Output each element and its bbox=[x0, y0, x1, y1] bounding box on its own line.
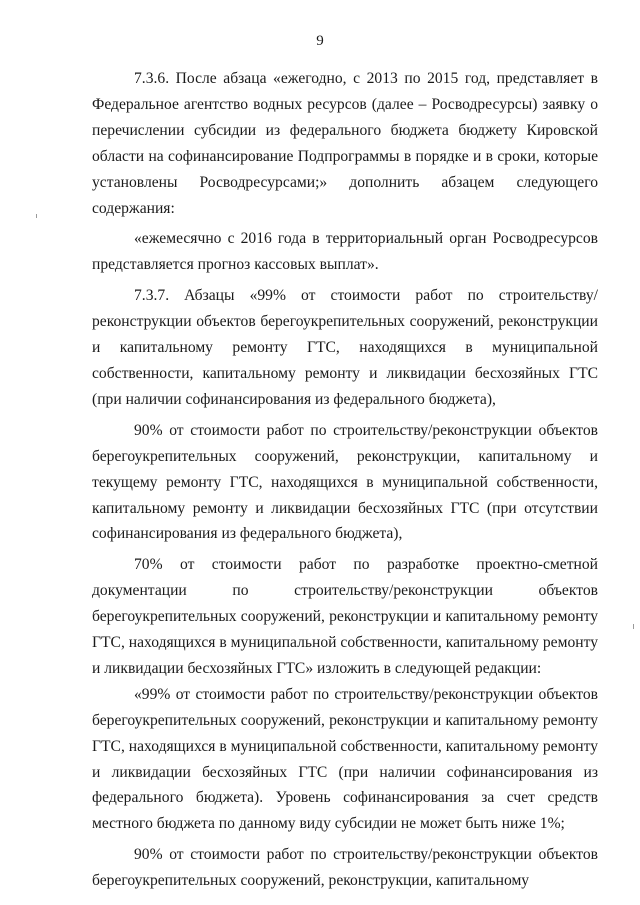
scan-mark-right bbox=[633, 624, 634, 629]
page-number: 9 bbox=[316, 33, 324, 49]
paragraph-70-percent-old: 70% от стоимости работ по разработке проектно-сметной документации по строительству/реконструкции объектов берегоукрепительных сооружений, реконструкции и капитальному ремонту ГТС, находящихся в муниципальной собственности, капитальному ремонту и ликвидации бесхозяйных ГТС» изложить в следующей редакции: bbox=[92, 556, 598, 677]
scan-mark-left bbox=[36, 214, 37, 218]
document-body bbox=[92, 66, 598, 899]
paragraph-7-3-7: 7.3.7. Абзацы «99% от стоимости работ по строительству/реконструкции объектов берегоукрепительных сооружений, реконструкции и капитальному ремонту ГТС, находящихся в муниципальной собственности, капитальному ремонту и ликвидации бесхозяйных ГТС (при наличии софинансирования из федерального бюджета), bbox=[92, 287, 598, 408]
paragraph-90-percent-old: 90% от стоимости работ по строительству/реконструкции объектов берегоукрепительных сооружений, реконструкции, капитальному и текущему ремонту ГТС, находящихся в муниципальной собственности, капитальному ремонту и ликвидации бесхозяйных ГТС (при отсутствии софинансирования из федерального бюджета), bbox=[92, 421, 598, 543]
paragraph-90-percent-new: 90% от стоимости работ по строительству/реконструкции объектов берегоукрепительных сооружений, реконструкции, капитальному bbox=[92, 846, 598, 890]
paragraph-99-percent-new: «99% от стоимости работ по строительству/реконструкции объектов берегоукрепительных сооружений, реконструкции и капитальному ремонту ГТС, находящихся в муниципальной собственности, капитальному ремонту и ликвидации бесхозяйных ГТС (при наличии софинансирования из федерального бюджета). Уровень софинансирования за счет средств местного бюджета по данному виду субсидии не может быть ниже 1%; bbox=[92, 685, 598, 833]
quoted-paragraph-monthly-forecast: «ежемесячно с 2016 года в территориальный орган Росводресурсов представляется прогноз кассовых выплат». bbox=[92, 230, 598, 274]
paragraph-7-3-6: 7.3.6. После абзаца «ежегодно, с 2013 по 2015 год, представляет в Федеральное агентство водных ресурсов (далее – Росводресурсы) заявку о перечислении субсидии из федерального бюджета бюджету Кировской области на софинансирование Подпрограммы в порядке и в сроки, которые установлены Росводресурсами;» дополнить абзацем следующего содержания: bbox=[92, 70, 598, 217]
